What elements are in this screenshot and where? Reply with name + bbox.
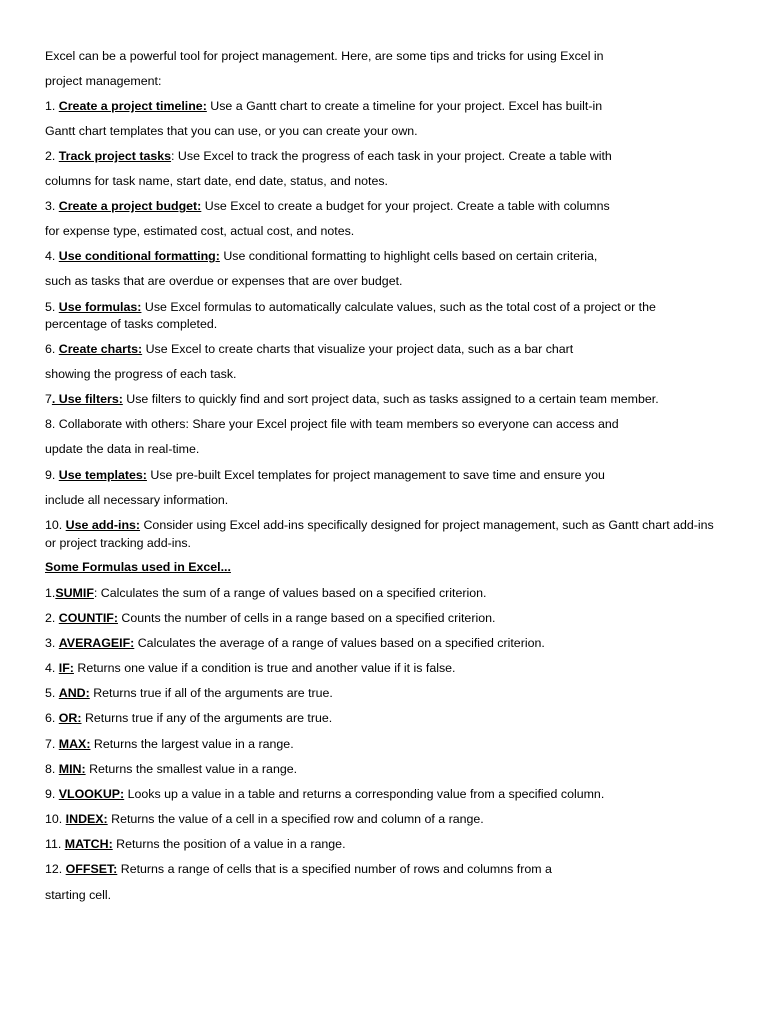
formula-12-key: OFFSET: (65, 862, 118, 876)
formula-6: 6. OR: Returns true if any of the arguments are true. (45, 711, 333, 725)
tip-4-key: Use conditional formatting: (58, 249, 220, 263)
tip-1-cont: Gantt chart templates that you can use, or you can create your own. (45, 124, 418, 138)
tip-9: 9. Use templates: Use pre-built Excel templates for project management to save time and ensure you (45, 468, 605, 482)
formula-9-key: VLOOKUP: (58, 787, 125, 801)
tip-2-cont: columns for task name, start date, end date, status, and notes. (45, 174, 388, 188)
tip-6: 6. Create charts: Use Excel to create charts that visualize your project data, such as a bar chart (45, 342, 574, 356)
formula-4-key: IF: (58, 661, 74, 675)
tip-5: 5. Use formulas: Use Excel formulas to automatically calculate values, such as the total cost of a project or the (45, 300, 656, 314)
formula-3: 3. AVERAGEIF: Calculates the average of a range of values based on a specified criterion. (45, 636, 545, 650)
tip-10-key: Use add-ins: (65, 518, 141, 532)
intro-line-2: project management: (45, 74, 162, 88)
tip-8-cont: update the data in real-time. (45, 442, 200, 456)
tip-5-key: Use formulas: (58, 300, 142, 314)
tip-4: 4. Use conditional formatting: Use conditional formatting to highlight cells based on certain criteria, (45, 249, 598, 263)
tip-8: 8. Collaborate with others: Share your Excel project file with team members so everyone can access and (45, 417, 619, 431)
tip-7-key: . Use filters: (51, 392, 123, 406)
formula-12-cont: starting cell. (45, 888, 112, 902)
formula-1-key: SUMIF (55, 586, 94, 600)
formula-11-key: MATCH: (64, 837, 113, 851)
tip-3-cont: for expense type, estimated cost, actual cost, and notes. (45, 224, 355, 238)
tip-2: 2. Track project tasks: Use Excel to track the progress of each task in your project. Create a table with (45, 149, 612, 163)
tip-1-key: Create a project timeline: (58, 99, 207, 113)
tip-9-cont: include all necessary information. (45, 493, 229, 507)
formula-8-key: MIN: (58, 762, 86, 776)
formula-7: 7. MAX: Returns the largest value in a range. (45, 737, 294, 751)
formula-4: 4. IF: Returns one value if a condition is true and another value if it is false. (45, 661, 456, 675)
formula-8: 8. MIN: Returns the smallest value in a range. (45, 762, 298, 776)
tip-7: 7. Use filters: Use filters to quickly find and sort project data, such as tasks assigned to a certain team member. (45, 392, 659, 406)
formulas-heading: Some Formulas used in Excel... (45, 560, 231, 574)
formula-3-key: AVERAGEIF: (58, 636, 135, 650)
tip-3: 3. Create a project budget: Use Excel to create a budget for your project. Create a table with columns (45, 199, 610, 213)
formula-12: 12. OFFSET: Returns a range of cells that is a specified number of rows and columns from a (45, 862, 552, 876)
formula-1: 1.SUMIF: Calculates the sum of a range of values based on a specified criterion. (45, 586, 487, 600)
formula-2-key: COUNTIF: (58, 611, 118, 625)
tip-6-cont: showing the progress of each task. (45, 367, 237, 381)
formula-10: 10. INDEX: Returns the value of a cell in a specified row and column of a range. (45, 812, 484, 826)
tip-1: 1. Create a project timeline: Use a Gantt chart to create a timeline for your project. Excel has built-in (45, 99, 603, 113)
tip-6-key: Create charts: (58, 342, 143, 356)
tip-2-key: Track project tasks (58, 149, 172, 163)
formula-2: 2. COUNTIF: Counts the number of cells in a range based on a specified criterion. (45, 611, 496, 625)
tip-3-key: Create a project budget: (58, 199, 202, 213)
intro-line-1: Excel can be a powerful tool for project management. Here, are some tips and tricks for using Excel in (45, 49, 604, 63)
formula-9: 9. VLOOKUP: Looks up a value in a table and returns a corresponding value from a specified column. (45, 787, 605, 801)
tip-10: 10. Use add-ins: Consider using Excel add-ins specifically designed for project management, such as Gantt chart add-ins (45, 518, 714, 532)
formula-5: 5. AND: Returns true if all of the arguments are true. (45, 686, 333, 700)
tip-9-key: Use templates: (58, 468, 147, 482)
tip-4-cont: such as tasks that are overdue or expenses that are over budget. (45, 274, 403, 288)
formula-6-key: OR: (58, 711, 82, 725)
formula-11: 11. MATCH: Returns the position of a value in a range. (45, 837, 346, 851)
formula-10-key: INDEX: (65, 812, 108, 826)
formula-7-key: MAX: (58, 737, 91, 751)
tip-5-cont: percentage of tasks completed. (45, 317, 218, 331)
formula-5-key: AND: (58, 686, 90, 700)
tip-10-cont: or project tracking add-ins. (45, 536, 192, 550)
